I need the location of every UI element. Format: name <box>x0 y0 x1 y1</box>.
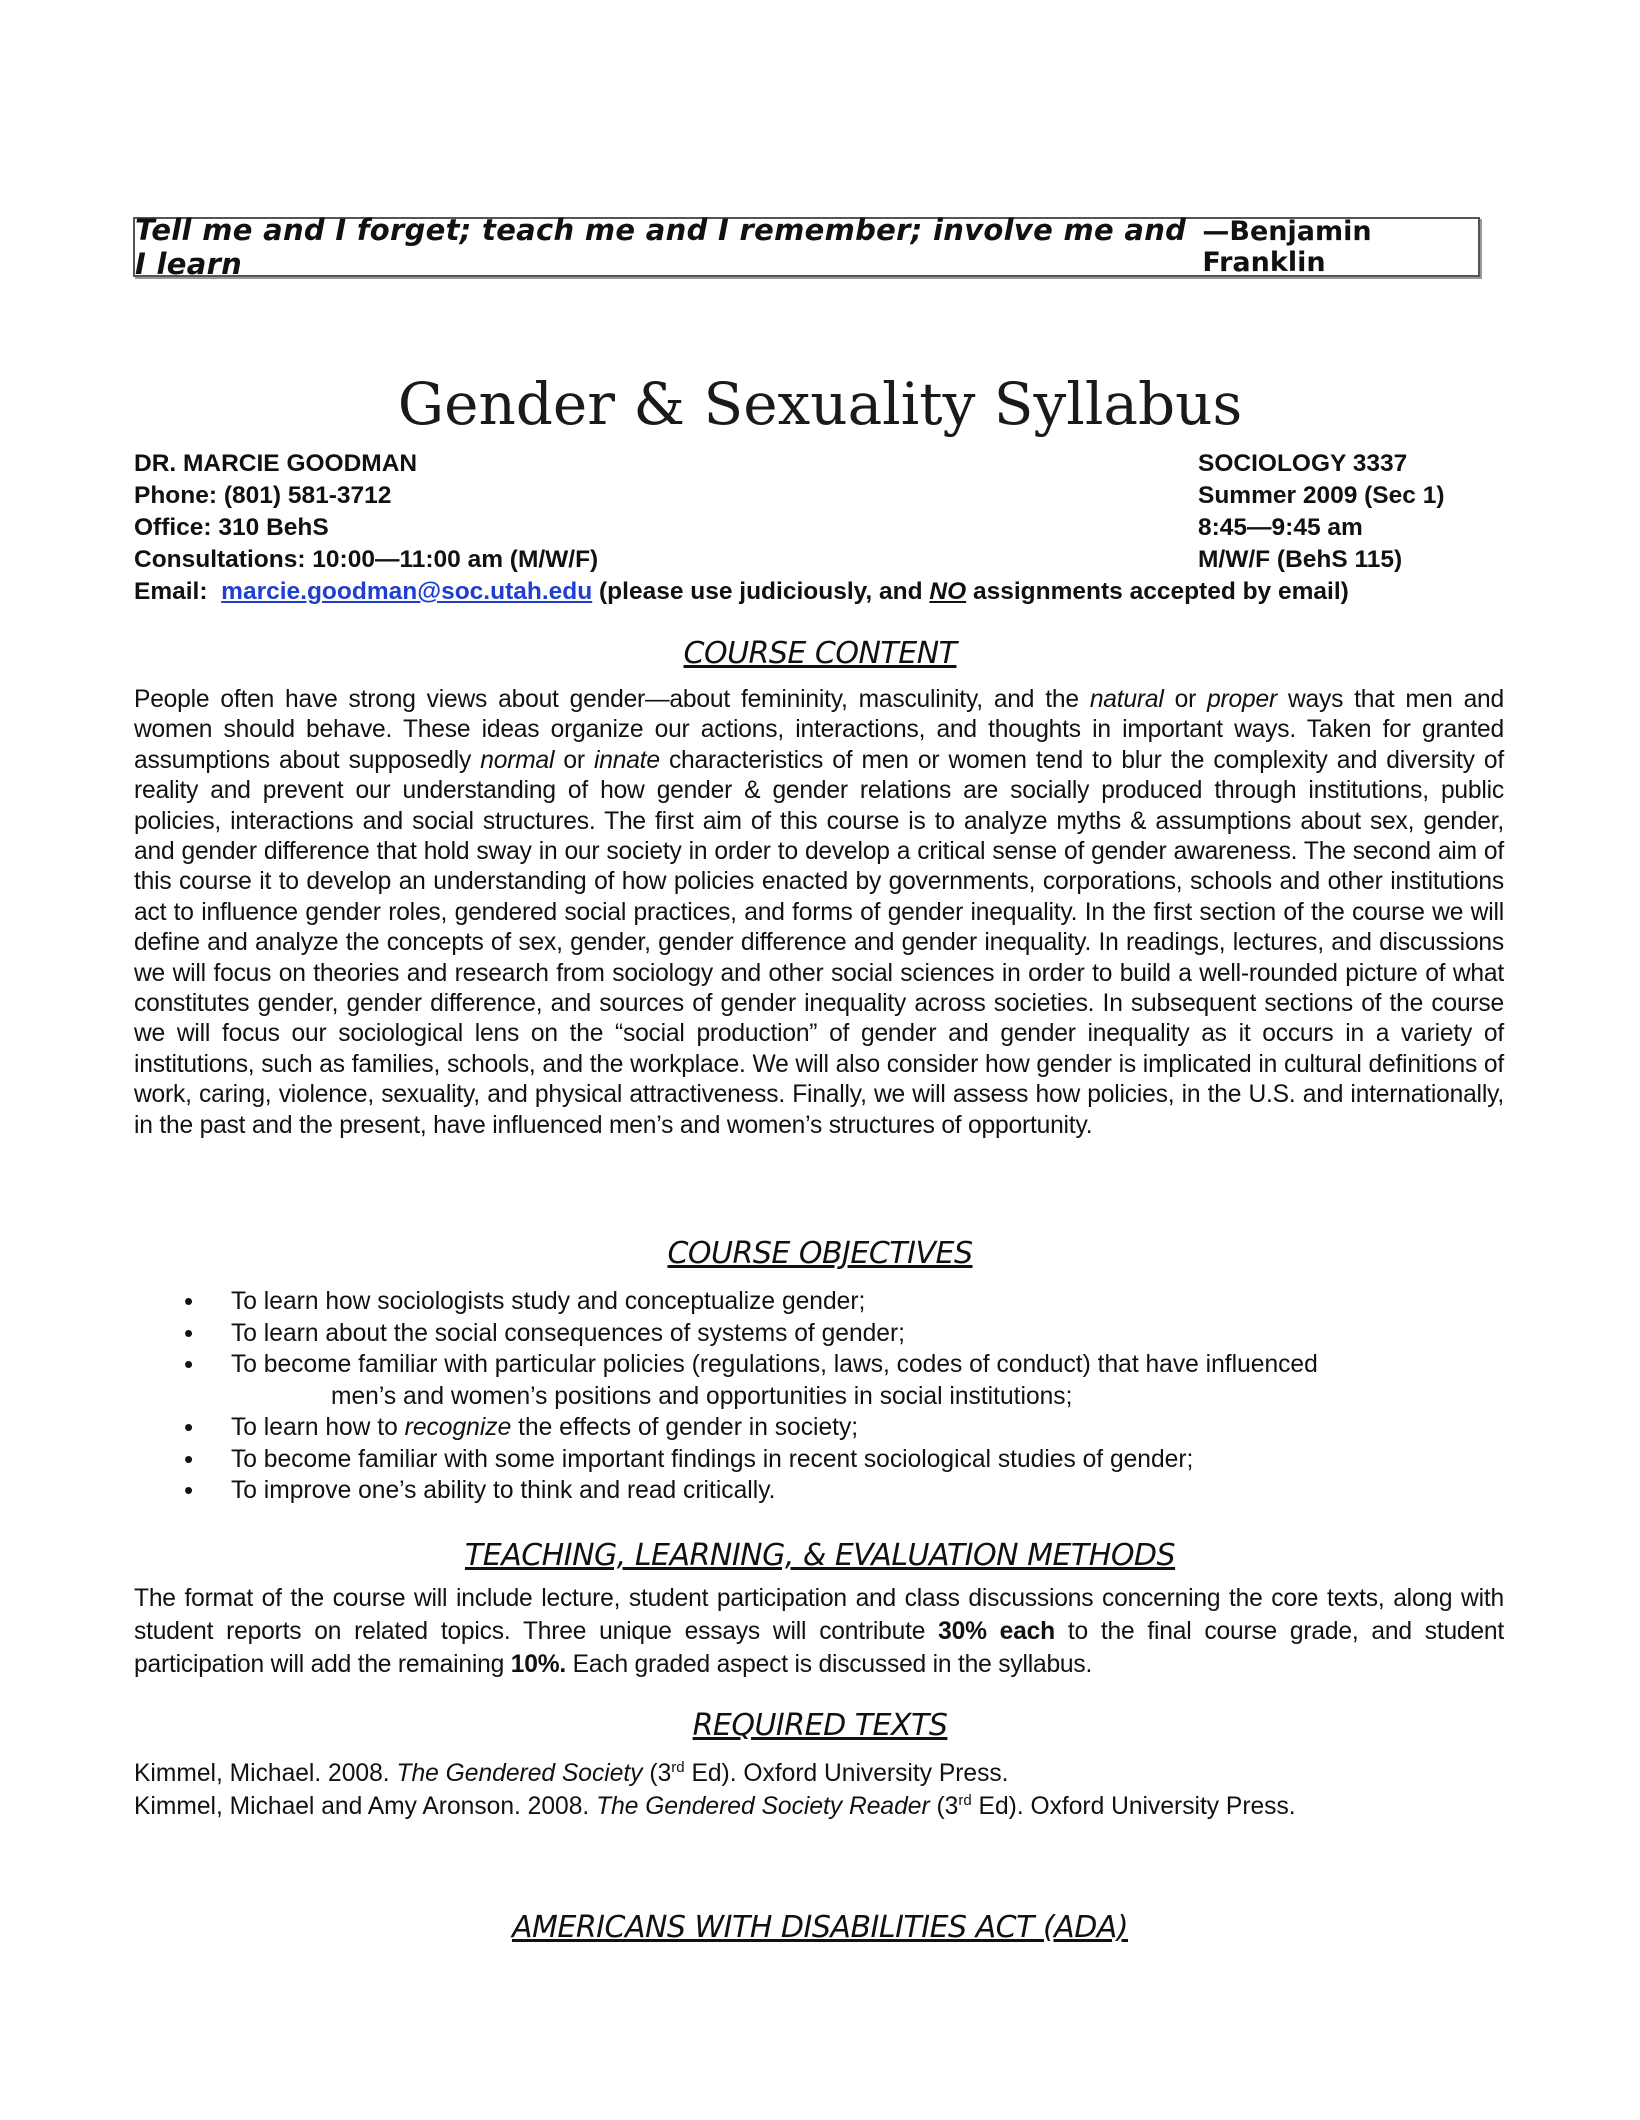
text-run: proper <box>1207 686 1277 713</box>
text-run: characteristics of men or women tend to blur the complexity and diversity of reality and prevent our understanding of how gender & gender relations are socially produced through institutions, public policies, interactions and social structures. The first aim of this course is to analyze myths & assumptions about sex, gender, and gender difference that hold sway in our society in order to develop a critical sense of gender awareness. The second aim of this course it to develop an understanding of how policies enacted by governments, corporations, schools and other institutions act to influence gender roles, gendered social practices, and forms of gender inequality. In the first section of the course we will define and analyze the concepts of sex, gender, gender difference and gender inequality. In readings, lectures, and discussions we will focus on theories and research from sociology and other social sciences in order to build a well-rounded picture of what constitutes gender, gender difference, and sources of gender inequality across societies. In subsequent sections of the course we will focus our sociological lens on the “social production” of gender and gender inequality as it occurs in a variety of institutions, such as families, schools, and the workplace. We will also consider how gender is implicated in cultural definitions of work, caring, violence, sexuality, and physical attractiveness. Finally, we will assess how policies, in the U.S. and internationally, in the past and the present, have influenced men’s and women’s structures of opportunity. <box>134 746 1504 1139</box>
email-label: Email: <box>134 578 208 605</box>
quote-author: —Benjamin Franklin <box>1202 216 1372 278</box>
class-location: M/W/F (BehS 115) <box>1198 546 1403 573</box>
list-item <box>180 1349 1480 1412</box>
required-texts <box>134 1757 1504 1823</box>
consultations: Consultations: 10:00—11:00 am (M/W/F) <box>134 546 599 573</box>
list-item <box>180 1444 1480 1476</box>
text-run: rd <box>958 1791 972 1809</box>
email-row <box>134 576 1464 608</box>
text-run: People often have strong views about gender—about femininity, masculinity, and the <box>134 686 1079 713</box>
email-link[interactable]: marcie.goodman@soc.utah.edu <box>221 578 593 605</box>
objective-text: the effects of gender in society; <box>518 1414 859 1441</box>
text-run: or <box>1174 686 1197 713</box>
objective-text-continued: men’s and women’s positions and opportunities in social institutions; <box>331 1382 1073 1410</box>
list-item <box>180 1412 1480 1444</box>
text-run: rd <box>671 1758 685 1776</box>
text-run: normal <box>480 746 555 774</box>
email-note-no: NO <box>929 578 967 605</box>
term: Summer 2009 (Sec 1) <box>1198 482 1445 509</box>
course-content-heading: COURSE CONTENT <box>683 636 957 671</box>
text-run: (3 <box>649 1760 672 1787</box>
course-objectives-heading: COURSE OBJECTIVES <box>667 1236 973 1271</box>
list-item <box>180 1475 1480 1507</box>
text-run: (3 <box>936 1793 959 1820</box>
methods-heading: TEACHING, LEARNING, & EVALUATION METHODS <box>464 1538 1176 1573</box>
book-title: The Gendered Society Reader <box>596 1793 930 1820</box>
page-title: Gender & Sexuality Syllabus <box>397 370 1243 438</box>
objective-text: To learn how sociologists study and conceptualize gender; <box>231 1288 866 1315</box>
ada-heading: AMERICANS WITH DISABILITIES ACT (ADA) <box>511 1910 1129 1945</box>
objective-text: To learn about the social consequences of systems of gender; <box>231 1319 905 1347</box>
objective-text: To become familiar with some important findings in recent sociological studies of gender; <box>231 1445 1194 1473</box>
objective-text: To improve one’s ability to think and read critically. <box>231 1477 776 1504</box>
course-content-paragraph <box>134 685 1504 1141</box>
text-run: or <box>563 746 585 774</box>
text-run: The format of the course will include lecture, student participation and class discussions concerning the core texts, along with student reports on related topics. Three unique essays will contribute <box>134 1585 1504 1645</box>
text-run: Kimmel, Michael and Amy Aronson. 2008. <box>134 1793 590 1820</box>
list-item <box>180 1318 1480 1350</box>
objectives-list <box>180 1286 1480 1507</box>
text-run: 30% each <box>938 1618 1055 1645</box>
text-citation <box>134 1790 1504 1823</box>
objective-text: To become familiar with particular policies (regulations, laws, codes of conduct) that have influenced <box>231 1351 1318 1378</box>
text-run: 10%. <box>510 1651 567 1678</box>
text-run: Kimmel, Michael. 2008. <box>134 1760 390 1787</box>
text-run: Ed). Oxford University Press. <box>691 1760 1009 1787</box>
instructor-name: DR. MARCIE GOODMAN <box>134 450 418 477</box>
objective-text: To learn how to <box>231 1414 398 1441</box>
course-header <box>134 448 1464 608</box>
required-texts-heading: REQUIRED TEXTS <box>692 1708 948 1743</box>
text-run: to the final course grade, and student participation will add the remaining <box>134 1618 1504 1678</box>
text-run: natural <box>1089 686 1164 713</box>
text-run: Each graded aspect is discussed in the syllabus. <box>572 1651 1093 1678</box>
email-note-a: (please use judiciously, and <box>599 578 923 605</box>
text-run: innate <box>593 746 660 774</box>
quote-text: Tell me and I forget; teach me and I remember; involve me and I learn <box>135 213 1187 281</box>
quote-box <box>133 213 1480 281</box>
phone: Phone: (801) 581-3712 <box>134 482 392 509</box>
office: Office: 310 BehS <box>134 514 329 541</box>
email-note-b: assignments accepted by email) <box>972 578 1349 605</box>
objective-text: recognize <box>404 1414 512 1441</box>
book-title: The Gendered Society <box>396 1760 643 1787</box>
course-number: SOCIOLOGY 3337 <box>1198 450 1408 477</box>
class-time: 8:45—9:45 am <box>1198 514 1363 541</box>
list-item <box>180 1286 1480 1318</box>
text-run: Ed). Oxford University Press. <box>978 1793 1296 1820</box>
text-citation <box>134 1757 1504 1790</box>
methods-paragraph <box>134 1582 1504 1681</box>
text-run: ways that men and women should behave. These ideas organize our actions, interactions, and thoughts in important ways. Taken for granted assumptions about supposedly <box>134 686 1505 774</box>
